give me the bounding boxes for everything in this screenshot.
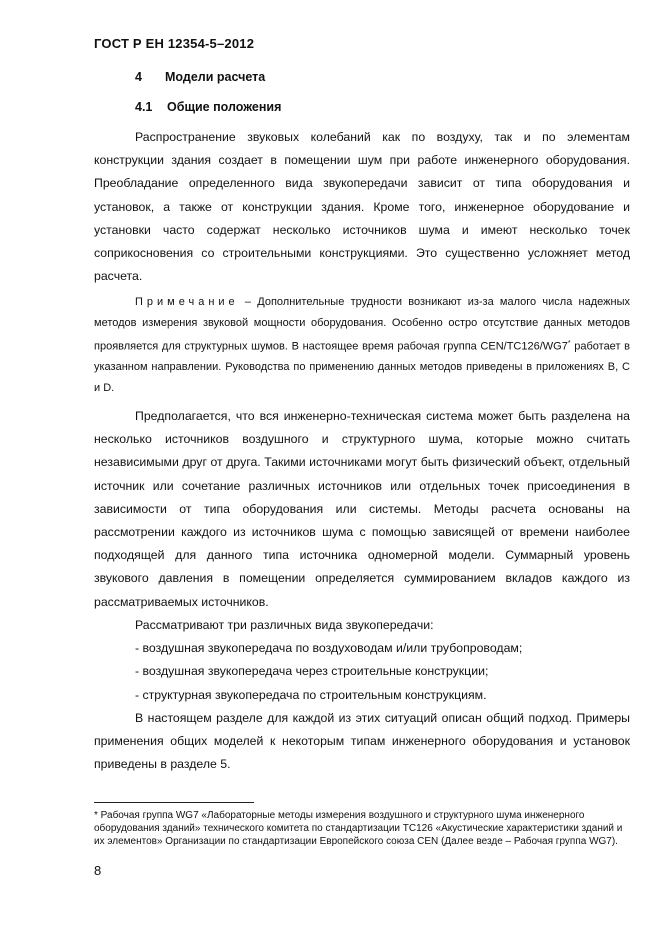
footnote-divider (94, 802, 254, 803)
list-item: - воздушная звукопередача через строительные конструкции; (135, 664, 489, 679)
page-number: 8 (94, 863, 102, 878)
paragraph: Распространение звуковых колебаний как по воздуху, так и по элементам конструкции здания создает в помещении шум при работе инженерного оборудования. Преобладание определенного вида звукопередачи зависит от типа оборудования и установок, а также от конструкции здания. Кроме того, инженерное оборудование и установки часто содержат несколько источников шума и имеют несколько точек соприкосновения со строительными конструкциями. Это существенно усложняет метод расчета. (94, 130, 630, 284)
document-header: ГОСТ Р ЕН 12354-5–2012 (94, 36, 255, 51)
body-text (94, 126, 630, 776)
subsection-number: 4.1 (135, 100, 153, 114)
note-text: – Дополнительные трудности возникают из-за малого числа надежных методов измерения звуковой мощности оборудования. Особенно остро отсутствие данных методов проявляется для структурных шумов. В настоящее время рабочая группа CEN/TC126/WG7 (94, 296, 630, 353)
note-paragraph (94, 292, 630, 399)
paragraph: Предполагается, что вся инженерно-техническая система может быть разделена на несколько источников воздушного и структурного шума, которые можно считать независимыми друг от друга. Такими источниками могут быть физический объект, отдельный источник или сочетание различных источников или отдельных точек присоединения в зависимости от типа оборудования или системы. Методы расчета основаны на рассмотрении каждого из источников шума с помощью зависящей от времени наиболее подходящей для данного типа источника одномерной модели. Суммарный уровень звукового давления в помещении определяется суммированием вкладов каждого из рассматриваемых источников. (94, 409, 630, 609)
section-number: 4 (135, 70, 142, 84)
list-item: - структурная звукопередача по строительным конструкциям. (135, 687, 487, 702)
subsection-title: Общие положения (167, 100, 282, 114)
subsection-heading (135, 100, 281, 114)
section-title: Модели расчета (165, 70, 266, 84)
footnote: * Рабочая группа WG7 «Лабораторные методы измерения воздушного и структурного шума инженерного оборудования зданий» технического комитета по стандартизации TC126 «Акустические характеристики зданий и их элементов» Организации по стандартизации Европейского союза CEN (Далее везде – Рабочая группа WG7). (94, 810, 623, 847)
note-text-continued: работает в указанном направлении. Руководства по применению данных методов приведены в приложениях B, C и D. (94, 340, 630, 395)
paragraph: Рассматривают три различных вида звукопередачи: (135, 617, 434, 632)
footnote-mark: * (567, 340, 571, 348)
note-label: Примечание (135, 296, 239, 309)
paragraph: В настоящем разделе для каждой из этих ситуаций описан общий подход. Примеры применения общих моделей к некоторым типам инженерного оборудования и установок приведены в разделе 5. (94, 710, 630, 772)
section-heading (135, 70, 265, 84)
list-item: - воздушная звукопередача по воздуховодам и/или трубопроводам; (135, 641, 523, 656)
